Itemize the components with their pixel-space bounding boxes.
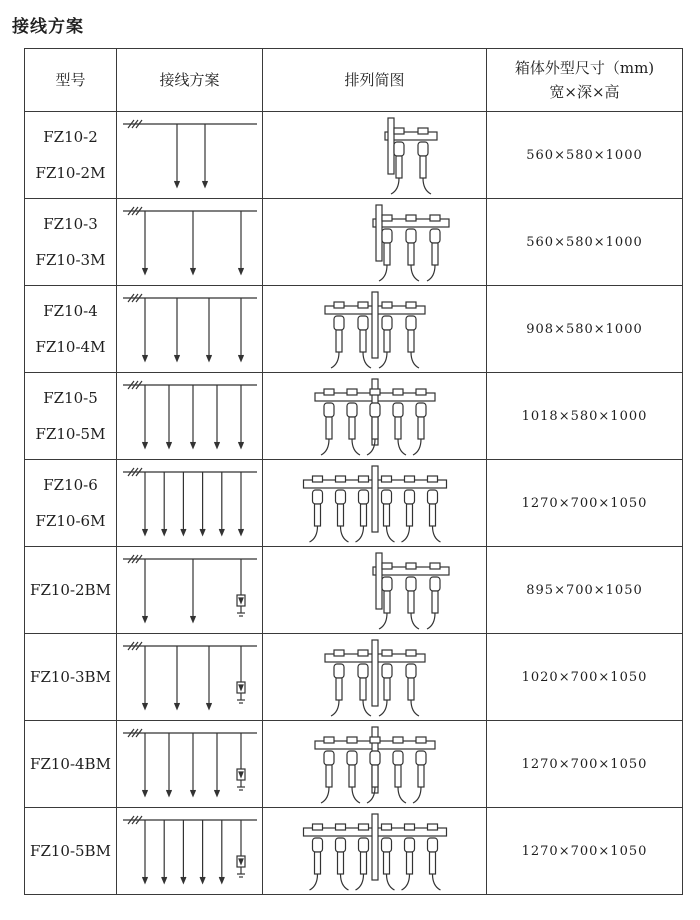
connector-head <box>382 215 392 221</box>
cable-line <box>379 352 387 368</box>
mounting-post <box>372 292 378 358</box>
layout-sketch <box>304 814 447 890</box>
layout-sketch <box>315 379 435 455</box>
elbow-body <box>405 490 415 504</box>
branch-arrow-icon <box>143 529 148 535</box>
layout-sketch-cell <box>263 373 487 460</box>
layout-sketch <box>373 553 449 629</box>
wiring-diagram <box>123 468 257 535</box>
cable-sleeve <box>315 504 321 526</box>
table-header-row <box>25 49 683 112</box>
branch-arrow-icon <box>239 442 244 448</box>
table-row <box>25 808 683 895</box>
branch-arrow-icon <box>167 790 172 796</box>
branch-arrow-icon <box>143 268 148 274</box>
cable-sleeve <box>418 417 424 439</box>
elbow-body <box>428 838 438 852</box>
elbow-body <box>430 577 440 591</box>
elbow-body <box>324 403 334 417</box>
connector-head <box>393 389 403 395</box>
cable-sleeve <box>432 243 438 265</box>
branch-arrow-icon <box>162 529 167 535</box>
cable-sleeve <box>384 852 390 874</box>
cable-sleeve <box>361 504 367 526</box>
wiring-scheme-cell <box>117 373 263 460</box>
wiring-scheme-svg <box>117 373 263 459</box>
wiring-diagram <box>123 120 257 187</box>
cable-line <box>321 439 329 455</box>
cable-sleeve <box>372 765 378 787</box>
model-cell <box>25 286 117 373</box>
connector-head <box>334 302 344 308</box>
wiring-scheme-cell <box>117 634 263 721</box>
wiring-diagram <box>123 381 257 448</box>
elbow-body <box>336 838 346 852</box>
branch-arrow-icon <box>143 877 148 883</box>
cable-line <box>387 874 395 890</box>
cable-sleeve <box>326 417 332 439</box>
branch-arrow-icon <box>200 877 205 883</box>
table-row <box>25 112 683 199</box>
cable-line <box>423 178 431 194</box>
elbow-body <box>416 403 426 417</box>
wiring-scheme-svg <box>117 199 263 285</box>
layout-sketch-svg <box>263 460 487 546</box>
elbow-body <box>370 751 380 765</box>
branch-arrow-icon <box>191 790 196 796</box>
branch-arrow-icon <box>191 268 196 274</box>
connector-head <box>406 215 416 221</box>
connector-head <box>336 476 346 482</box>
cable-line <box>427 265 435 281</box>
connector-head <box>393 737 403 743</box>
connector-head <box>336 824 346 830</box>
branch-arrow-icon <box>167 442 172 448</box>
connector-head <box>313 476 323 482</box>
cable-line <box>402 874 410 890</box>
table-row <box>25 547 683 634</box>
layout-sketch-cell <box>263 808 487 895</box>
meter-triangle-icon <box>239 772 243 777</box>
model-code: FZ10-5M <box>35 425 106 443</box>
connector-head <box>359 824 369 830</box>
model-code: FZ10-2M <box>35 164 106 182</box>
meter-triangle-icon <box>239 859 243 864</box>
wiring-scheme-svg <box>117 634 263 720</box>
cable-line <box>387 526 395 542</box>
cable-sleeve <box>384 678 390 700</box>
cable-line <box>433 526 441 542</box>
dimensions-cell: 1018×580×1000 <box>487 373 683 460</box>
layout-sketch <box>385 118 437 194</box>
cable-sleeve <box>408 678 414 700</box>
wiring-diagram <box>123 642 257 709</box>
elbow-body <box>393 403 403 417</box>
wiring-scheme-cell <box>117 808 263 895</box>
layout-sketch <box>315 727 435 803</box>
model-code: FZ10-4M <box>35 338 106 356</box>
layout-sketch <box>325 640 425 716</box>
header-dimensions <box>487 49 683 112</box>
model-code: FZ10-4 <box>43 302 98 320</box>
elbow-body <box>382 664 392 678</box>
cable-sleeve <box>384 330 390 352</box>
layout-sketch-cell <box>263 199 487 286</box>
mounting-post <box>388 118 394 174</box>
elbow-body <box>406 577 416 591</box>
cable-sleeve <box>338 504 344 526</box>
branch-arrow-icon <box>215 790 220 796</box>
cable-line <box>398 439 406 455</box>
layout-sketch-svg <box>263 286 487 372</box>
branch-arrow-icon <box>203 181 208 187</box>
branch-arrow-icon <box>219 877 224 883</box>
elbow-body <box>334 664 344 678</box>
cable-line <box>391 178 399 194</box>
connector-head <box>313 824 323 830</box>
cable-sleeve <box>384 243 390 265</box>
model-cell <box>25 112 117 199</box>
model-code: FZ10-3BM <box>30 668 111 686</box>
model-cell <box>25 634 117 721</box>
table-row <box>25 199 683 286</box>
cable-line <box>411 613 419 629</box>
meter-triangle-icon <box>239 598 243 603</box>
dimensions-cell: 1270×700×1050 <box>487 460 683 547</box>
model-cell <box>25 199 117 286</box>
wiring-scheme-cell <box>117 721 263 808</box>
connector-head <box>428 824 438 830</box>
elbow-body <box>382 838 392 852</box>
cable-sleeve <box>418 765 424 787</box>
connector-head <box>430 563 440 569</box>
dimensions-cell: 908×580×1000 <box>487 286 683 373</box>
elbow-body <box>324 751 334 765</box>
cable-sleeve <box>407 852 413 874</box>
branch-arrow-icon <box>181 877 186 883</box>
wiring-scheme-cell <box>117 199 263 286</box>
cable-sleeve <box>408 243 414 265</box>
branch-arrow-icon <box>143 442 148 448</box>
layout-sketch-svg <box>263 808 487 894</box>
header-wiring-scheme: 接线方案 <box>117 49 263 112</box>
cable-sleeve <box>384 591 390 613</box>
mounting-post <box>376 553 382 609</box>
wiring-diagram <box>123 555 257 622</box>
wiring-scheme-cell <box>117 547 263 634</box>
dimensions-cell: 895×700×1050 <box>487 547 683 634</box>
model-code: FZ10-3 <box>43 215 98 233</box>
cable-sleeve <box>396 156 402 178</box>
cable-line <box>352 439 360 455</box>
elbow-body <box>347 751 357 765</box>
wiring-scheme-cell <box>117 286 263 373</box>
connector-head <box>382 650 392 656</box>
model-code: FZ10-5BM <box>30 842 111 860</box>
connector-head <box>370 737 380 743</box>
layout-sketch-svg <box>263 634 487 720</box>
elbow-body <box>428 490 438 504</box>
connector-head <box>382 302 392 308</box>
cable-sleeve <box>408 330 414 352</box>
cable-line <box>402 526 410 542</box>
cable-line <box>379 613 387 629</box>
connector-head <box>406 650 416 656</box>
layout-sketch-svg <box>263 112 487 198</box>
cable-sleeve <box>326 765 332 787</box>
cable-line <box>352 787 360 803</box>
wiring-scheme-svg <box>117 547 263 633</box>
connector-head <box>406 563 416 569</box>
branch-arrow-icon <box>239 529 244 535</box>
connector-head <box>430 215 440 221</box>
elbow-body <box>418 142 428 156</box>
model-code: FZ10-5 <box>43 389 98 407</box>
connector-head <box>359 476 369 482</box>
elbow-body <box>406 229 416 243</box>
header-model: 型号 <box>25 49 117 112</box>
elbow-body <box>406 664 416 678</box>
connector-head <box>394 128 404 134</box>
connector-head <box>405 476 415 482</box>
model-code: FZ10-4BM <box>30 755 111 773</box>
elbow-body <box>359 490 369 504</box>
connector-head <box>382 824 392 830</box>
connector-head <box>358 302 368 308</box>
branch-arrow-icon <box>239 268 244 274</box>
model-code: FZ10-2BM <box>30 581 111 599</box>
cable-line <box>411 265 419 281</box>
branch-arrow-icon <box>143 355 148 361</box>
model-cell <box>25 808 117 895</box>
elbow-body <box>406 316 416 330</box>
mounting-post <box>376 205 382 261</box>
cable-line <box>331 700 339 716</box>
layout-sketch-cell <box>263 547 487 634</box>
cable-sleeve <box>349 765 355 787</box>
connector-head <box>416 389 426 395</box>
model-code: FZ10-6 <box>43 476 98 494</box>
cable-line <box>433 874 441 890</box>
cable-line <box>310 526 318 542</box>
connector-head <box>347 389 357 395</box>
cable-line <box>363 352 371 368</box>
cable-line <box>427 613 435 629</box>
dimensions-cell: 1270×700×1050 <box>487 721 683 808</box>
elbow-body <box>430 229 440 243</box>
header-dimensions-line2: 宽×深×高 <box>549 83 620 101</box>
meter-triangle-icon <box>239 685 243 690</box>
cable-line <box>413 439 421 455</box>
branch-arrow-icon <box>162 877 167 883</box>
cable-line <box>413 787 421 803</box>
connector-head <box>405 824 415 830</box>
dimensions-cell: 560×580×1000 <box>487 112 683 199</box>
branch-arrow-icon <box>175 181 180 187</box>
wiring-scheme-cell <box>117 460 263 547</box>
cable-sleeve <box>349 417 355 439</box>
cable-sleeve <box>395 765 401 787</box>
connector-head <box>428 476 438 482</box>
layout-sketch <box>304 466 447 542</box>
connector-head <box>382 563 392 569</box>
dimensions-cell: 560×580×1000 <box>487 199 683 286</box>
header-dimensions-line1: 箱体外型尺寸（mm) <box>514 59 655 77</box>
branch-arrow-icon <box>239 355 244 361</box>
connector-head <box>406 302 416 308</box>
connector-head <box>324 389 334 395</box>
elbow-body <box>405 838 415 852</box>
layout-sketch-svg <box>263 721 487 807</box>
elbow-body <box>347 403 357 417</box>
cable-line <box>341 874 349 890</box>
elbow-body <box>336 490 346 504</box>
cable-sleeve <box>420 156 426 178</box>
elbow-body <box>382 229 392 243</box>
mounting-post <box>372 640 378 706</box>
layout-sketch-cell <box>263 460 487 547</box>
wiring-scheme-svg <box>117 808 263 894</box>
branch-arrow-icon <box>215 442 220 448</box>
cable-sleeve <box>430 852 436 874</box>
cable-line <box>331 352 339 368</box>
mounting-post <box>372 466 378 532</box>
model-cell <box>25 547 117 634</box>
connector-head <box>358 650 368 656</box>
layout-sketch-cell <box>263 286 487 373</box>
wiring-scheme-svg <box>117 112 263 198</box>
cable-sleeve <box>360 330 366 352</box>
branch-arrow-icon <box>143 616 148 622</box>
header-layout-sketch: 排列简图 <box>263 49 487 112</box>
branch-arrow-icon <box>219 529 224 535</box>
elbow-body <box>382 490 392 504</box>
layout-sketch-cell <box>263 112 487 199</box>
model-cell <box>25 460 117 547</box>
wiring-diagram <box>123 816 257 883</box>
elbow-body <box>334 316 344 330</box>
branch-arrow-icon <box>175 703 180 709</box>
cable-sleeve <box>384 504 390 526</box>
elbow-body <box>313 490 323 504</box>
model-code: FZ10-6M <box>35 512 106 530</box>
cable-line <box>341 526 349 542</box>
connector-head <box>334 650 344 656</box>
branch-arrow-icon <box>143 703 148 709</box>
branch-arrow-icon <box>143 790 148 796</box>
cable-sleeve <box>336 330 342 352</box>
connector-head <box>418 128 428 134</box>
layout-sketch-svg <box>263 547 487 633</box>
dimensions-cell: 1270×700×1050 <box>487 808 683 895</box>
wiring-scheme-svg <box>117 721 263 807</box>
table-row <box>25 721 683 808</box>
cable-sleeve <box>338 852 344 874</box>
cable-line <box>310 874 318 890</box>
cable-line <box>321 787 329 803</box>
layout-sketch-svg <box>263 373 487 459</box>
connector-head <box>382 476 392 482</box>
elbow-body <box>370 403 380 417</box>
cable-sleeve <box>430 504 436 526</box>
cable-sleeve <box>395 417 401 439</box>
connector-head <box>324 737 334 743</box>
wiring-diagram <box>123 729 257 796</box>
cable-line <box>411 700 419 716</box>
elbow-body <box>382 316 392 330</box>
table-row <box>25 460 683 547</box>
cable-line <box>379 265 387 281</box>
connector-head <box>370 389 380 395</box>
wiring-scheme-svg <box>117 460 263 546</box>
wiring-scheme-svg <box>117 286 263 372</box>
elbow-body <box>358 316 368 330</box>
cable-sleeve <box>360 678 366 700</box>
cable-sleeve <box>361 852 367 874</box>
layout-sketch <box>325 292 425 368</box>
elbow-body <box>358 664 368 678</box>
cable-sleeve <box>315 852 321 874</box>
page-title: 接线方案 <box>12 17 84 37</box>
cable-sleeve <box>407 504 413 526</box>
table-row <box>25 634 683 721</box>
connector-head <box>347 737 357 743</box>
layout-sketch-cell <box>263 634 487 721</box>
cable-sleeve <box>372 417 378 439</box>
elbow-body <box>382 577 392 591</box>
layout-sketch-svg <box>263 199 487 285</box>
branch-arrow-icon <box>200 529 205 535</box>
cable-line <box>379 700 387 716</box>
model-cell <box>25 721 117 808</box>
wiring-diagram <box>123 294 257 361</box>
model-code: FZ10-2 <box>43 128 98 146</box>
elbow-body <box>313 838 323 852</box>
elbow-body <box>394 142 404 156</box>
branch-arrow-icon <box>207 355 212 361</box>
cable-sleeve <box>432 591 438 613</box>
wiring-scheme-table <box>24 48 683 895</box>
connector-head <box>416 737 426 743</box>
cable-sleeve <box>336 678 342 700</box>
cable-line <box>356 874 364 890</box>
layout-sketch-cell <box>263 721 487 808</box>
model-code: FZ10-3M <box>35 251 106 269</box>
dimensions-cell: 1020×700×1050 <box>487 634 683 721</box>
elbow-body <box>416 751 426 765</box>
table-row <box>25 286 683 373</box>
elbow-body <box>393 751 403 765</box>
branch-arrow-icon <box>181 529 186 535</box>
cable-sleeve <box>408 591 414 613</box>
elbow-body <box>359 838 369 852</box>
wiring-scheme-cell <box>117 112 263 199</box>
layout-sketch <box>373 205 449 281</box>
cable-line <box>356 526 364 542</box>
branch-arrow-icon <box>175 355 180 361</box>
table-row <box>25 373 683 460</box>
mounting-post <box>372 814 378 880</box>
model-cell <box>25 373 117 460</box>
wiring-diagram <box>123 207 257 274</box>
cable-line <box>363 700 371 716</box>
cable-line <box>411 352 419 368</box>
cable-line <box>398 787 406 803</box>
branch-arrow-icon <box>191 616 196 622</box>
branch-arrow-icon <box>207 703 212 709</box>
branch-arrow-icon <box>191 442 196 448</box>
